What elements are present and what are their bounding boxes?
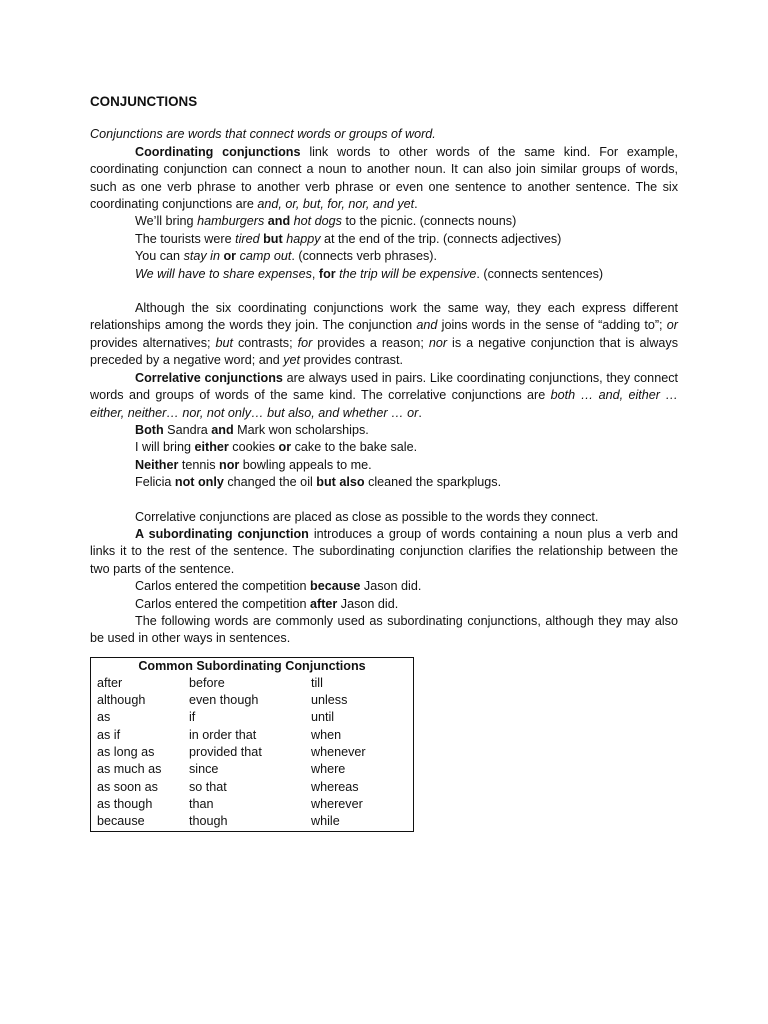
example-verb-phrases: You can stay in or camp out. (connects verb phrases). <box>135 249 437 264</box>
table-row <box>91 761 413 778</box>
table-cell: although <box>97 693 146 708</box>
correlative-example-neither: Neither tennis nor bowling appeals to me. <box>135 457 372 472</box>
table-cell: so that <box>189 779 227 794</box>
table-cell: even though <box>189 693 259 708</box>
table-row <box>91 692 413 709</box>
table-cell: as long as <box>97 744 155 759</box>
table-cell: after <box>97 675 123 690</box>
example-nouns: We’ll bring hamburgers and hot dogs to the picnic. (connects nouns) <box>135 214 517 229</box>
subordinating-table <box>90 657 414 833</box>
correlative-example-not-only: Felicia not only changed the oil but also cleaned the sparkplugs. <box>135 475 502 490</box>
placement-paragraph: Correlative conjunctions are placed as close as possible to the words they connect. <box>135 509 599 524</box>
subordinating-term: A subordinating conjunction <box>135 526 309 541</box>
table-cell: whenever <box>311 744 366 759</box>
document-body <box>90 93 678 832</box>
table-cell: while <box>311 814 340 829</box>
table-cell: wherever <box>311 796 363 811</box>
table-cell: as if <box>97 727 121 742</box>
table-cell: whereas <box>311 779 359 794</box>
table-row <box>91 709 413 726</box>
table-body <box>91 675 413 831</box>
table-title: Common Subordinating Conjunctions <box>138 658 366 673</box>
table-cell: as much as <box>97 762 162 777</box>
table-cell: as <box>97 710 111 725</box>
table-cell: in order that <box>189 727 257 742</box>
table-row <box>91 727 413 744</box>
table-row <box>91 796 413 813</box>
common-words-paragraph: The following words are commonly used as subordinating conjunctions, although they may also be used in other ways in sentences. <box>90 613 678 646</box>
table-cell: provided that <box>189 744 262 759</box>
correlative-example-both: Both Sandra and Mark won scholarships. <box>135 422 369 437</box>
table-row <box>91 813 413 830</box>
table-cell: if <box>189 710 196 725</box>
table-cell: as though <box>97 796 153 811</box>
table-cell: until <box>311 710 335 725</box>
coordinating-paragraph: Coordinating conjunctions link words to other words of the same kind. For example, coordinating conjunction can connect a noun to another noun. It can also join similar groups of words, such as one verb phrase to another verb phrase or even one sentence to another sentence. The six coordinating conjunctions are and, or, but, for, nor, and yet. <box>90 144 678 212</box>
coordinating-term: Coordinating conjunctions <box>135 144 301 159</box>
subordinating-example-because: Carlos entered the competition because Jason did. <box>135 579 422 594</box>
table-row <box>91 675 413 692</box>
example-sentences: We will have to share expenses, for the trip will be expensive. (connects sentences) <box>135 266 604 281</box>
table-cell: before <box>189 675 225 690</box>
table-cell: since <box>189 762 219 777</box>
subordinating-paragraph: A subordinating conjunction introduces a group of words containing a noun plus a verb and links it to the rest of the sentence. The subordinating conjunction clarifies the relationship between the two parts of the sentence. <box>90 526 678 576</box>
subordinating-example-after: Carlos entered the competition after Jason did. <box>135 596 399 611</box>
intro-line: Conjunctions are words that connect words or groups of word. <box>90 127 436 142</box>
table-cell: as soon as <box>97 779 158 794</box>
page-title: CONJUNCTIONS <box>90 94 198 109</box>
table-cell: because <box>97 814 145 829</box>
table-cell: till <box>311 675 323 690</box>
table-cell: though <box>189 814 228 829</box>
relationships-paragraph: Although the six coordinating conjunctions work the same way, they each express different relationships among the words they join. The conjunction and joins words in the sense of “adding to”; or provides alternatives; but contrasts; for provides a reason; nor is a negative conjunction that is always preceded by a negative word; and yet provides contrast. <box>90 301 679 368</box>
table-row <box>91 779 413 796</box>
example-adjectives: The tourists were tired but happy at the end of the trip. (connects adjectives) <box>135 231 562 246</box>
correlative-example-either: I will bring either cookies or cake to the bake sale. <box>135 440 418 455</box>
table-cell: unless <box>311 693 348 708</box>
table-cell: when <box>311 727 342 742</box>
correlative-paragraph: Correlative conjunctions are always used in pairs. Like coordinating conjunctions, they connect words and groups of words of the same kind. The correlative conjunctions are both … and, either … either, neither… nor, not only… but also, and whether … or. <box>90 370 678 420</box>
correlative-term: Correlative conjunctions <box>135 370 283 385</box>
table-cell: than <box>189 796 214 811</box>
table-cell: where <box>311 762 346 777</box>
table-row <box>91 744 413 761</box>
